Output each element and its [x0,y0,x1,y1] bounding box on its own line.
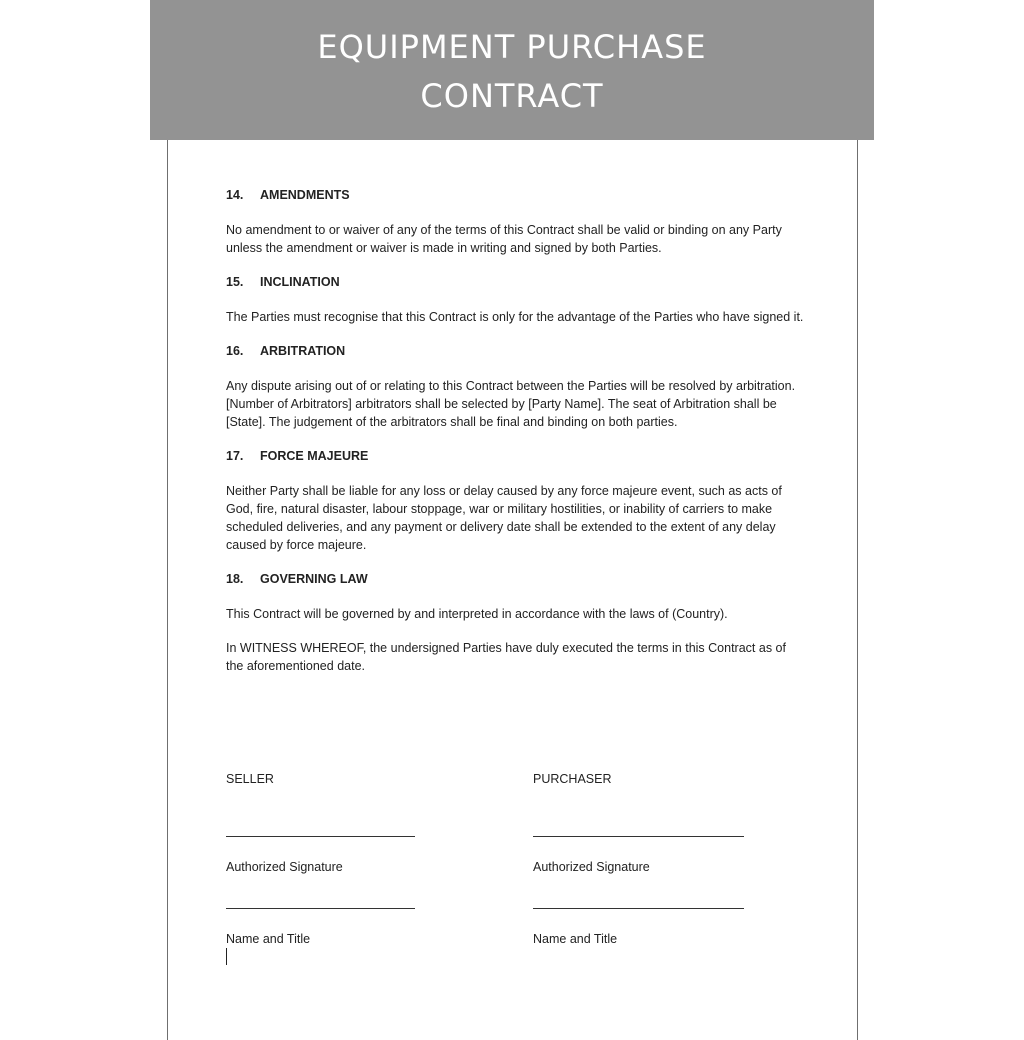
section-paragraph: Neither Party shall be liable for any loss or delay caused by any force majeure event, such as acts of God, fire, natural disaster, labour stoppage, war or military hostilities, or inability of carriers to make scheduled deliveries, and any payment or delivery date shall be extended to the extent of any delay caused by force majeure. [226,484,782,552]
section-17 [226,447,806,554]
purchaser-signature-line [533,836,744,837]
section-paragraph: This Contract will be governed by and interpreted in accordance with the laws of (Country). [226,607,728,621]
section-number: 15. [226,275,244,289]
contract-body [226,186,806,691]
section-number: 14. [226,188,244,202]
section-number: 16. [226,344,244,358]
seller-label: SELLER [226,772,274,786]
purchaser-name-label: Name and Title [533,932,618,946]
witness-paragraph: In WITNESS WHEREOF, the undersigned Parties have duly executed the terms in this Contract as of the aforementioned date. [226,641,786,673]
section-heading [226,570,806,588]
section-number: 18. [226,572,244,586]
section-heading [226,342,806,360]
section-title: ARBITRATION [260,344,346,358]
section-heading [226,273,806,291]
section-14 [226,186,806,257]
title-banner [150,0,874,140]
section-paragraph: No amendment to or waiver of any of the terms of this Contract shall be valid or binding on any Party unless the amendment or waiver is made in writing and signed by both Parties. [226,223,782,255]
section-paragraph: The Parties must recognise that this Contract is only for the advantage of the Parties who have signed it. [226,310,804,324]
seller-name-label: Name and Title [226,932,311,946]
seller-signature-label: Authorized Signature [226,860,343,874]
purchaser-label: PURCHASER [533,772,612,786]
section-16 [226,342,806,431]
section-heading [226,447,806,465]
section-title: FORCE MAJEURE [260,449,369,463]
seller-signature-line [226,836,415,837]
section-15 [226,273,806,326]
text-cursor [226,948,227,965]
section-paragraph: Any dispute arising out of or relating to this Contract between the Parties will be resolved by arbitration. [Number of Arbitrators] arbitrators shall be selected by [Party Name]. The seat of Arbitration shall be [State]. The judgement of the arbitrators shall be final and binding on both parties. [226,379,796,429]
section-number: 17. [226,449,244,463]
banner-title-line-2: CONTRACT [420,77,604,115]
banner-title-line-1: EQUIPMENT PURCHASE [317,28,707,66]
purchaser-name-line [533,908,744,909]
section-title: AMENDMENTS [260,188,350,202]
section-18 [226,570,806,675]
seller-name-line [226,908,415,909]
section-heading [226,186,806,204]
purchaser-signature-label: Authorized Signature [533,860,650,874]
section-title: INCLINATION [260,275,340,289]
section-title: GOVERNING LAW [260,572,368,586]
